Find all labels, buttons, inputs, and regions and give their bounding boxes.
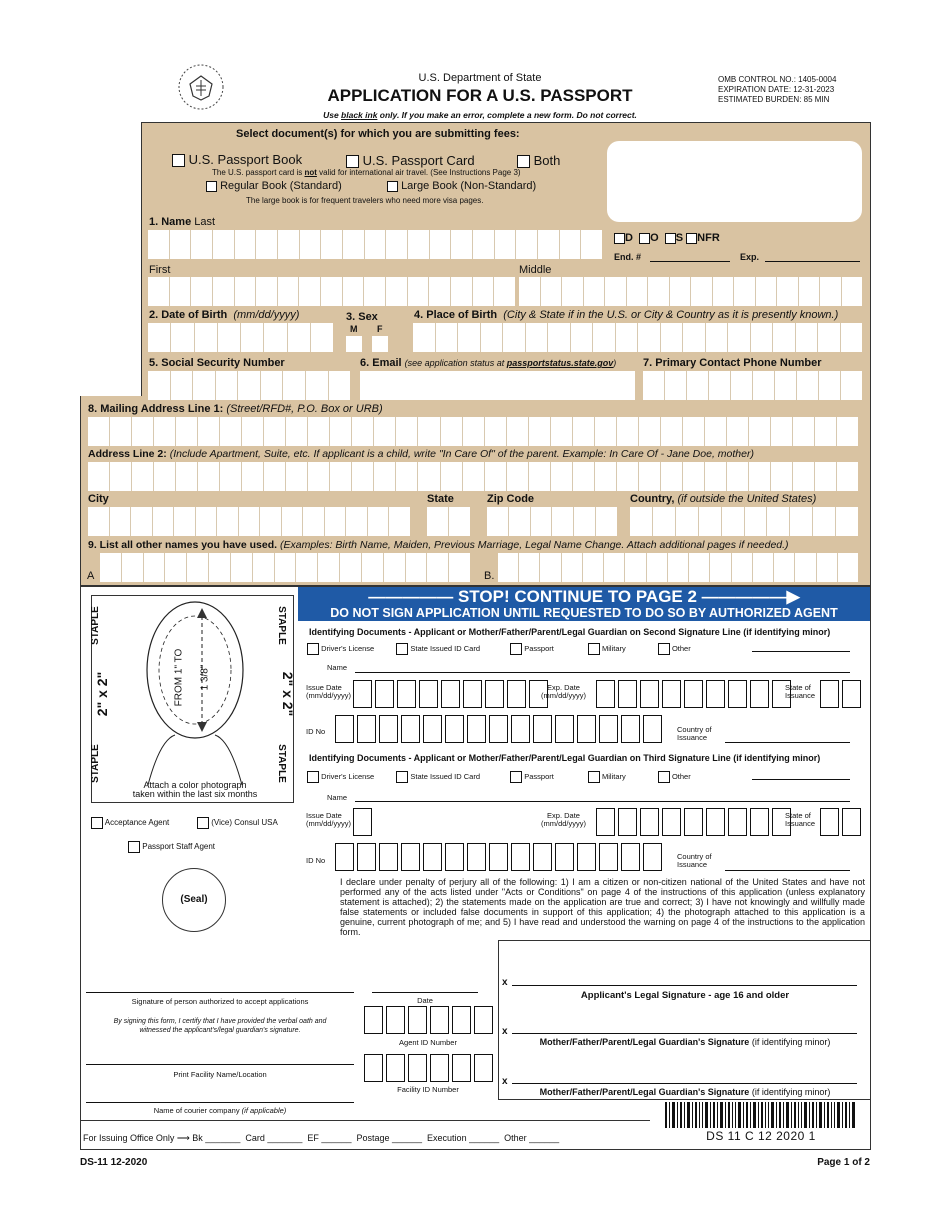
idocs3-other-line[interactable] <box>752 779 850 780</box>
idocs2-idno-label: ID No <box>306 727 326 736</box>
nfr-checkbox[interactable] <box>686 233 697 244</box>
card-note: The U.S. passport card is not valid for international air travel. (See Instructions Page 3) <box>212 168 521 177</box>
parent-sig-label: Mother/Father/Parent/Legal Guardian's Signature (if identifying minor) <box>539 1037 831 1047</box>
large-book-checkbox[interactable] <box>387 181 398 192</box>
agent-id-input[interactable] <box>364 1006 496 1034</box>
staff-agent-checkbox[interactable] <box>128 841 140 853</box>
address1-label: 8. Mailing Address Line 1: (Street/RFD#, P.O. Box or URB) <box>88 403 383 415</box>
exp-label: Exp. <box>740 252 760 262</box>
form-title: APPLICATION FOR A U.S. PASSPORT <box>327 86 633 105</box>
staple-top-left: STAPLE <box>89 606 101 645</box>
applicant-sig-line[interactable] <box>512 985 857 986</box>
idocs2-idno-input[interactable] <box>335 715 665 743</box>
parent-sig-line[interactable] <box>512 1033 857 1034</box>
facility-id-label: Facility ID Number <box>397 1085 459 1094</box>
department-name: U.S. Department of State <box>418 72 542 84</box>
last-name-input[interactable] <box>148 230 602 259</box>
address2-input[interactable] <box>88 462 858 491</box>
address1-input[interactable] <box>88 417 858 446</box>
name-label: 1. Name Last <box>149 216 216 228</box>
other-name-b-label: B. <box>484 570 495 582</box>
pob-label: 4. Place of Birth (City & State if in the U.S. or City & Country as it is presently known.) <box>414 309 839 321</box>
office-checkboxes: D O S NFR <box>614 232 720 244</box>
staff-agent-option[interactable]: Passport Staff Agent <box>128 841 215 853</box>
staple-top-right: STAPLE <box>275 606 287 645</box>
parent-sig-x: x <box>502 1026 508 1037</box>
stop-title: STOP! CONTINUE TO PAGE 2 <box>457 587 697 606</box>
ssn-label: 5. Social Security Number <box>149 357 285 369</box>
parent2-sig-x: x <box>502 1076 508 1087</box>
authorized-sig-line[interactable] <box>86 992 354 993</box>
sex-f-label: F <box>377 324 383 334</box>
idocs3-heading: Identifying Documents - Applicant or Mother/Father/Parent/Legal Guardian on Third Signature Line (if identifying minor) <box>309 753 821 763</box>
issuing-office-row: For Issuing Office Only ⟶ Bk _______ Card _______ EF ______ Postage ______ Execution ______ Other ______ <box>83 1133 560 1143</box>
barcode-icon <box>665 1102 857 1128</box>
photo-caption: Attach a color photograph taken within the last six months <box>132 780 258 799</box>
idocs3-country-line[interactable] <box>725 870 850 871</box>
first-name-label: First <box>149 264 171 276</box>
consul-checkbox[interactable] <box>197 817 209 829</box>
applicant-sig-label: Applicant's Legal Signature - age 16 and older <box>580 990 790 1001</box>
courier-label: Name of courier company (if applicable) <box>153 1106 287 1115</box>
endorsement-line[interactable] <box>650 261 730 262</box>
city-input[interactable] <box>88 507 410 536</box>
address2-label: Address Line 2: (Include Apartment, Suite, etc. If applicant is a child, write "In Care Of" of the parent. Example: In Care Of - Jane Doe, mother) <box>88 448 754 460</box>
idocs2-name-line[interactable] <box>355 672 850 673</box>
middle-name-label: Middle <box>519 264 552 276</box>
s-checkbox[interactable] <box>665 233 676 244</box>
staple-bottom-left: STAPLE <box>89 744 101 783</box>
agent-id-label: Agent ID Number <box>399 1038 457 1047</box>
consul-option[interactable]: (Vice) Consul USA <box>197 817 278 829</box>
idocs3-name-label: Name <box>327 793 348 802</box>
phone-label: 7. Primary Contact Phone Number <box>643 357 822 369</box>
idocs3-state-label: State of Issuance <box>785 811 816 828</box>
regular-book-option[interactable]: Regular Book (Standard) <box>206 180 342 192</box>
seal-circle: (Seal) <box>162 868 226 932</box>
idocs2-heading: Identifying Documents - Applicant or Mother/Father/Parent/Legal Guardian on Second Signature Line (if identifying minor) <box>309 627 831 637</box>
idocs2-state-label: State of Issuance <box>785 683 816 700</box>
authorized-sig-label: Signature of person authorized to accept applications <box>131 997 309 1006</box>
signature-box <box>498 940 871 1100</box>
idocs2-issue-label: Issue Date (mm/dd/yyyy) <box>306 683 351 700</box>
first-name-input[interactable] <box>148 277 515 306</box>
zip-input[interactable] <box>487 507 617 536</box>
facility-loc-label: Print Facility Name/Location <box>173 1070 267 1079</box>
footer-divider <box>80 1120 650 1121</box>
both-checkbox[interactable] <box>517 155 530 168</box>
idocs2-options: Driver's License State Issued ID Card Passport Military Other <box>307 643 691 655</box>
idocs3-state-input[interactable] <box>820 808 864 836</box>
card-option[interactable]: U.S. Passport Card <box>346 153 475 168</box>
idocs3-country-label: Country of Issuance <box>677 852 712 869</box>
sex-m-box[interactable] <box>346 336 362 352</box>
barcode-text: DS 11 C 12 2020 1 <box>706 1129 816 1143</box>
photo-to-label: 1 3/8" <box>199 664 211 691</box>
d-checkbox[interactable] <box>614 233 625 244</box>
both-option[interactable]: Both <box>517 153 560 168</box>
large-book-note: The large book is for frequent travelers who need more visa pages. <box>246 196 484 205</box>
pob-input[interactable] <box>413 323 862 352</box>
email-label: 6. Email (see application status at passportstatus.state.gov) <box>360 357 617 369</box>
date-label: Date <box>417 996 433 1005</box>
acceptance-agent-option[interactable]: Acceptance Agent <box>91 817 169 829</box>
idocs3-issue-label: Issue Date (mm/dd/yyyy) <box>306 811 351 828</box>
head-silhouette-icon <box>140 600 250 785</box>
email-input[interactable] <box>360 371 635 400</box>
card-checkbox[interactable] <box>346 155 359 168</box>
country-label: Country, (if outside the United States) <box>630 493 817 505</box>
exp-line[interactable] <box>765 261 860 262</box>
idocs2-country-line[interactable] <box>725 742 850 743</box>
photo-size-right: 2" x 2" <box>280 671 297 717</box>
city-label: City <box>88 493 109 505</box>
book-option[interactable]: U.S. Passport Book <box>172 152 302 167</box>
middle-name-input[interactable] <box>519 277 862 306</box>
idocs2-exp-label: Exp. Date (mm/dd/yyyy) <box>541 683 586 700</box>
idocs2-name-label: Name <box>327 663 348 672</box>
dob-label: 2. Date of Birth (mm/dd/yyyy) <box>149 309 300 321</box>
state-dept-seal <box>176 62 226 112</box>
large-book-option[interactable]: Large Book (Non-Standard) <box>387 180 536 192</box>
idocs3-exp-input[interactable] <box>596 808 794 836</box>
state-label: State <box>427 493 454 505</box>
dob-input[interactable] <box>148 323 333 352</box>
idocs3-options: Driver's License State Issued ID Card Passport Military Other <box>307 771 691 783</box>
country-input[interactable] <box>630 507 858 536</box>
omb-block: OMB CONTROL NO.: 1405-0004 EXPIRATION DATE: 12-31-2023 ESTIMATED BURDEN: 85 MIN <box>718 75 837 104</box>
idocs2-issue-input[interactable] <box>353 680 551 708</box>
parent2-sig-line[interactable] <box>512 1083 857 1084</box>
facility-loc-line[interactable] <box>86 1064 354 1065</box>
sex-f-box[interactable] <box>372 336 388 352</box>
page-number: Page 1 of 2 <box>817 1157 870 1168</box>
date-line[interactable] <box>372 992 478 993</box>
sex-label: 3. Sex <box>346 311 378 323</box>
state-input[interactable] <box>427 507 470 536</box>
endorsement-label: End. # <box>614 252 642 262</box>
stop-warning: DO NOT SIGN APPLICATION UNTIL REQUESTED TO DO SO BY AUTHORIZED AGENT <box>330 606 838 620</box>
idocs3-idno-label: ID No <box>306 856 326 865</box>
idocs3-exp-label: Exp. Date (mm/dd/yyyy) <box>541 811 586 828</box>
book-checkbox[interactable] <box>172 154 185 167</box>
regular-book-checkbox[interactable] <box>206 181 217 192</box>
idocs2-exp-input[interactable] <box>596 680 794 708</box>
zip-label: Zip Code <box>487 493 535 505</box>
office-use-box <box>607 141 862 222</box>
phone-input[interactable] <box>643 371 862 400</box>
other-names-label: 9. List all other names you have used. (Examples: Birth Name, Maiden, Previous Marriage, Legal Name Change. Attach additional pages if needed.) <box>88 539 789 551</box>
other-name-a-input[interactable] <box>100 553 470 582</box>
idocs2-other-line[interactable] <box>752 651 850 652</box>
certify-text: By signing this form, I certify that I have provided the verbal oath and witnessed the applicant's/legal guardian's signature. <box>113 1018 327 1034</box>
sex-m-label: M <box>350 324 358 334</box>
courier-line[interactable] <box>86 1102 354 1103</box>
stop-banner: ————— STOP! CONTINUE TO PAGE 2 —————▶ DO NOT SIGN APPLICATION UNTIL REQUESTED TO DO SO BY AUTHORIZED AGENT <box>298 587 870 621</box>
applicant-sig-x: x <box>502 977 508 988</box>
facility-id-input[interactable] <box>364 1054 496 1082</box>
idocs3-name-line[interactable] <box>355 801 850 802</box>
photo-size-left: 2" x 2" <box>94 671 111 717</box>
declaration-text: I declare under penalty of perjury all of the following: 1) I am a citizen or non-citizen national of the United States and have not performed any of the acts listed under "Acts or Conditions" on page 4 of the instructions of this application (unless explanatory statement is attached); 2) the statements made on the application are true and correct; 3) I have not knowingly and willfully made false statements or included false documents in support of this application; 4) the photograph attached to this application is a genuine, current photograph of me; and 5) I have read and understood the warning on page 4 of the instructions to the application form. <box>340 877 865 937</box>
photo-from-label: FROM 1" TO <box>173 648 185 707</box>
form-number: DS-11 12-2020 <box>80 1157 148 1168</box>
staple-bottom-right: STAPLE <box>275 744 287 783</box>
acceptance-agent-checkbox[interactable] <box>91 817 103 829</box>
form-instructions: Use black ink only. If you make an error, complete a new form. Do not correct. <box>323 110 637 120</box>
ssn-input[interactable] <box>148 371 350 400</box>
idocs2-country-label: Country of Issuance <box>677 725 712 742</box>
other-name-a-label: A <box>87 570 95 582</box>
o-checkbox[interactable] <box>639 233 650 244</box>
parent2-sig-label: Mother/Father/Parent/Legal Guardian's Signature (if identifying minor) <box>539 1087 831 1097</box>
idocs3-idno-input[interactable] <box>335 843 665 871</box>
other-name-b-input[interactable] <box>498 553 858 582</box>
idocs3-issue-input[interactable] <box>353 808 375 836</box>
idocs2-state-input[interactable] <box>820 680 864 708</box>
docs-heading: Select document(s) for which you are submitting fees: <box>236 128 520 140</box>
